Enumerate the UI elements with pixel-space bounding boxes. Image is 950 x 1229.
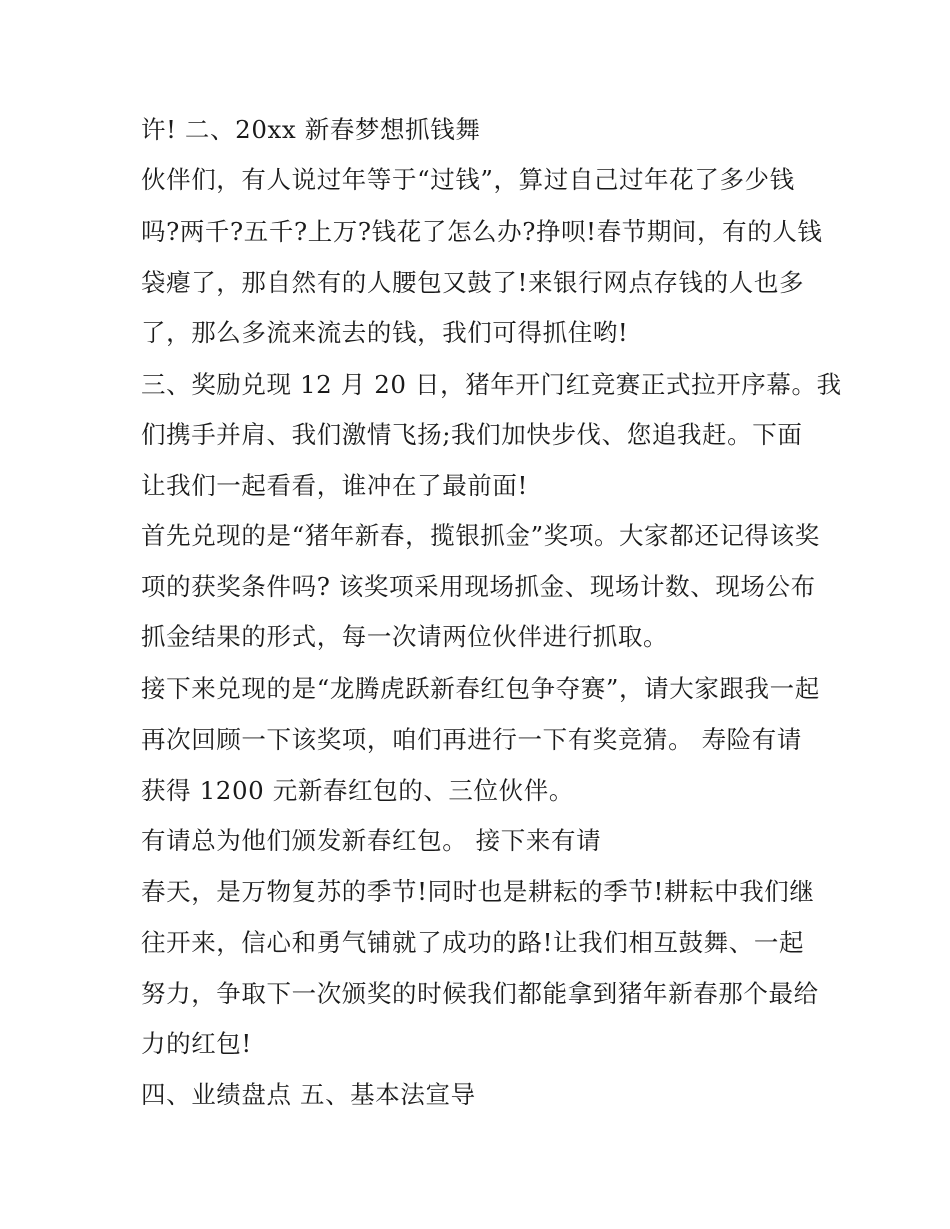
text-line: 们携手并肩、我们激情飞扬;我们加快步伐、您追我赶。下面 xyxy=(141,420,803,449)
text-line: 许! 二、20xx 新春梦想抓钱舞 xyxy=(141,115,481,144)
text-line: 再次回顾一下该奖项，咱们再进行一下有奖竞猜。 寿险有请 xyxy=(141,725,802,754)
text-line: 接下来兑现的是“龙腾虎跃新春红包争夺赛”，请大家跟我一起 xyxy=(141,674,820,703)
text-line: 有请总为他们颁发新春红包。 接下来有请 xyxy=(141,826,602,855)
text-line: 努力，争取下一次颁奖的时候我们都能拿到猪年新春那个最给 xyxy=(141,979,819,1008)
text-line: 伙伴们，有人说过年等于“过钱”，算过自己过年花了多少钱 xyxy=(141,165,795,194)
text-line: 抓金结果的形式，每一次请两位伙伴进行抓取。 xyxy=(141,622,669,651)
text-line: 让我们一起看看，谁冲在了最前面! xyxy=(141,471,528,500)
text-line: 袋瘪了，那自然有的人腰包又鼓了!来银行网点存钱的人也多 xyxy=(141,268,805,297)
text-line: 项的获奖条件吗? 该奖项采用现场抓金、现场计数、现场公布 xyxy=(141,572,816,601)
text-line: 获得 1200 元新春红包的、三位伙伴。 xyxy=(141,776,574,805)
text-line: 首先兑现的是“猪年新春，揽银抓金”奖项。大家都还记得该奖 xyxy=(141,521,820,550)
text-line: 往开来，信心和勇气铺就了成功的路!让我们相互鼓舞、一起 xyxy=(141,928,805,957)
text-line: 了，那么多流来流去的钱，我们可得抓住哟! xyxy=(141,318,629,347)
text-line: 春天，是万物复苏的季节!同时也是耕耘的季节!耕耘中我们继 xyxy=(141,877,815,906)
text-line: 力的红包! xyxy=(141,1029,252,1058)
section-heading: 四、业绩盘点 五、基本法宣导 xyxy=(141,1080,476,1109)
text-line: 三、奖励兑现 12 月 20 日，猪年开门红竞赛正式拉开序幕。我 xyxy=(141,370,842,399)
text-line: 吗?两千?五千?上万?钱花了怎么办?挣呗!春节期间，有的人钱 xyxy=(141,217,823,246)
